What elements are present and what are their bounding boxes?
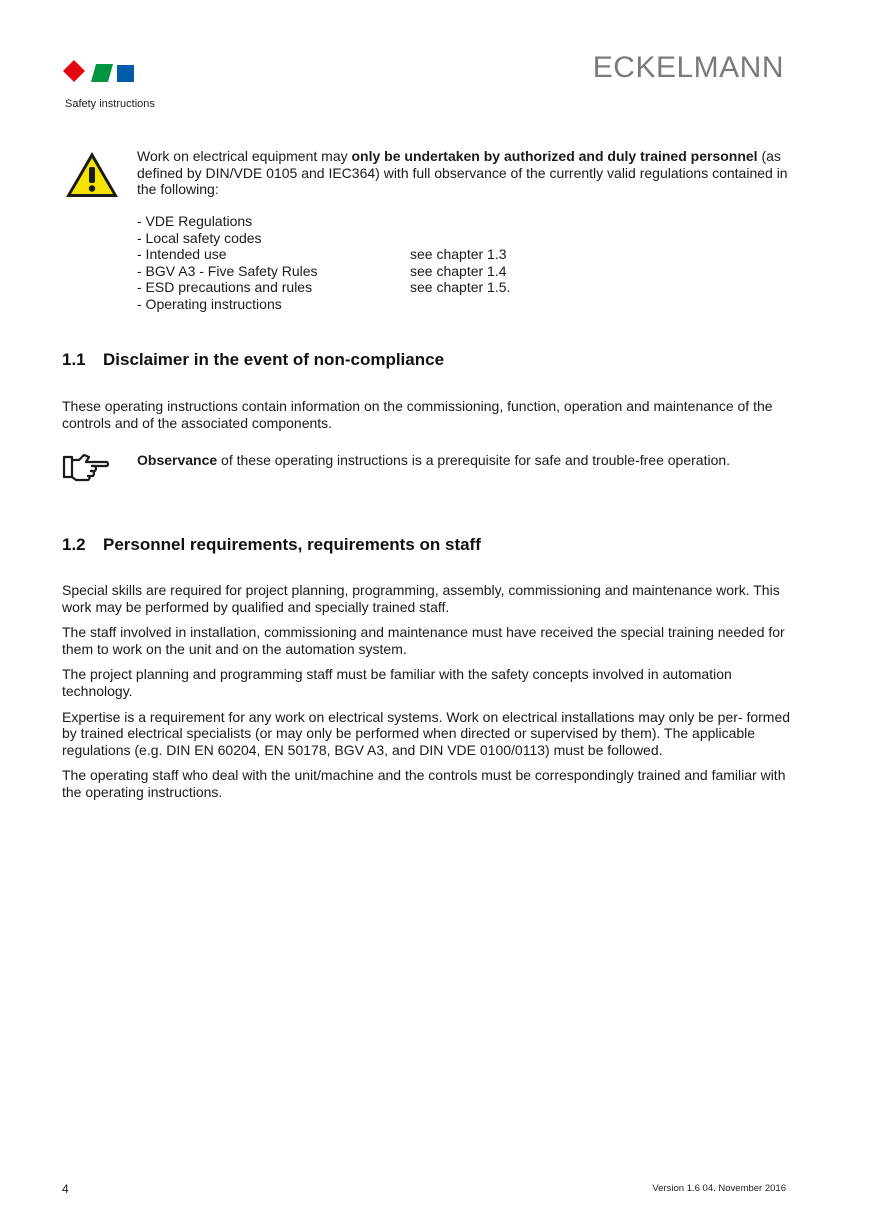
regulation-ref: see chapter 1.5. [410, 279, 511, 296]
section-title: Disclaimer in the event of non-compliance [103, 350, 445, 369]
paragraph: The project planning and programming staff must be familiar with the safety concepts involved in automation technology. [62, 666, 732, 699]
regulation-row [137, 263, 510, 280]
running-header-section: Safety instructions [65, 98, 155, 110]
warning-triangle-icon [64, 150, 120, 200]
observance-text: of these operating instructions is a prerequisite for safe and trouble-free operation. [217, 452, 731, 468]
regulations-list [137, 213, 510, 313]
brand-name: ECKELMANN [592, 51, 784, 84]
regulation-item: - Local safety codes [137, 229, 262, 246]
regulation-row [137, 230, 510, 247]
pointing-hand-icon [62, 452, 110, 482]
section-1-1-intro: These operating instructions contain information on the commissioning, function, operation and maintenance of the controls and of the associated components. [62, 398, 773, 431]
logo-red-diamond [63, 60, 85, 82]
section-number: 1.2 [62, 535, 86, 554]
regulation-row [137, 213, 510, 230]
regulation-ref: see chapter 1.4 [410, 262, 507, 279]
paragraph: Special skills are required for project planning, programming, assembly, commissioning and maintenance work. This work may be performed by qualified and specially trained staff. [62, 582, 780, 615]
paragraph: The staff involved in installation, commissioning and maintenance must have received the special training needed for them to work on the unit and on the automation system. [62, 624, 785, 657]
warning-text-post: (as defined by DIN/VDE 0105 and IEC364) with full observance of the currently valid regulations contained in the following: [137, 148, 788, 198]
regulation-ref: see chapter 1.3 [410, 246, 507, 263]
observance-bold: Observance [137, 452, 218, 468]
section-1-2-heading [62, 535, 481, 555]
section-1-1-heading [62, 350, 444, 370]
warning-text-bold: only be undertaken by authorized and duly trained personnel [351, 148, 758, 164]
logo-blue-square [117, 65, 134, 82]
regulation-item: - Operating instructions [137, 295, 282, 312]
paragraph: Expertise is a requirement for any work on electrical systems. Work on electrical installations may only be per- formed by trained electrical specialists (or may only be performed when directed or supervised by them). The applicable regulations (e.g. DIN EN 60204, EN 50178, BGV A3, and DIN VDE 0100/0113) must be followed. [62, 708, 791, 758]
observance-note [137, 452, 797, 469]
regulation-row [137, 279, 510, 296]
paragraph: The operating staff who deal with the unit/machine and the controls must be correspondingly trained and familiar with the operating instructions. [62, 767, 786, 800]
regulation-row [137, 246, 510, 263]
regulation-row [137, 296, 510, 313]
regulation-item: - ESD precautions and rules [137, 279, 313, 296]
regulation-item: - BGV A3 - Five Safety Rules [137, 262, 318, 279]
section-1-2-body [62, 582, 802, 810]
version-info: Version 1.6 04. November 2016 [652, 1183, 786, 1194]
regulation-item: - VDE Regulations [137, 213, 253, 229]
section-number: 1.1 [62, 350, 86, 369]
section-title: Personnel requirements, requirements on staff [103, 535, 481, 554]
page-number: 4 [62, 1182, 69, 1196]
logo-green-parallelogram [91, 64, 113, 82]
warning-text-pre: Work on electrical equipment may [137, 148, 352, 164]
warning-text [137, 148, 797, 198]
eckelmann-logo-icon [63, 60, 137, 84]
regulation-item: - Intended use [137, 246, 227, 263]
